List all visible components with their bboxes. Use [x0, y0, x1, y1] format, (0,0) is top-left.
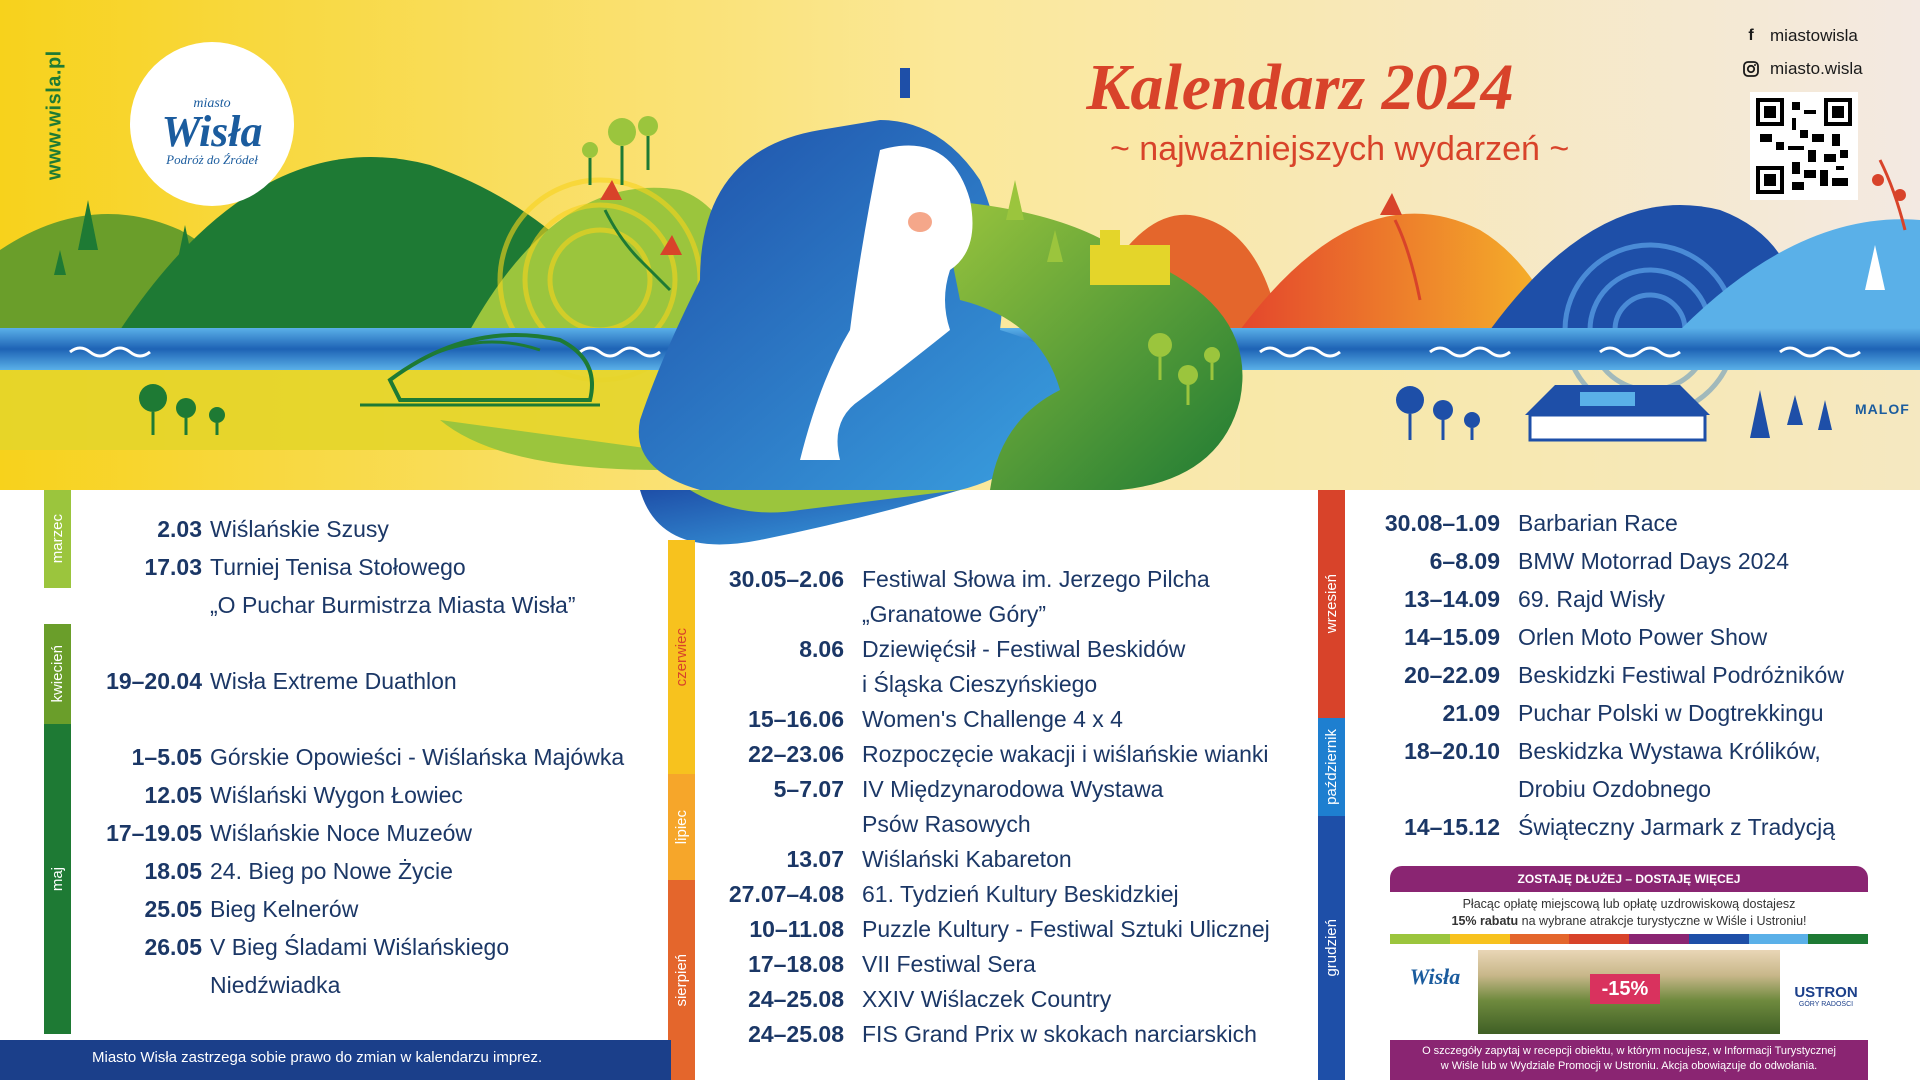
month-label-july: lipiec — [672, 809, 690, 845]
month-label-april: kwiecień — [48, 645, 66, 703]
event-row: „O Puchar Burmistrza Miasta Wisła” — [210, 592, 576, 618]
ustron-logo-text: USTRON — [1794, 984, 1858, 1001]
event-row: 18.05 24. Bieg po Nowe Życie — [144, 858, 453, 884]
event-row: 17–18.08 VII Festiwal Sera — [748, 951, 1036, 977]
event-row: 10–11.08 Puzzle Kultury - Festiwal Sztuki Ulicznej — [749, 916, 1270, 942]
promo-discount-bold: 15% rabatu — [1451, 914, 1519, 928]
promo-wisla-logo: Wisła — [1409, 964, 1461, 989]
event-row: 24–25.08 FIS Grand Prix w skokach narciarskich — [748, 1021, 1257, 1047]
promo-ustron-logo — [1784, 984, 1868, 1008]
ustron-logo-tag: GÓRY RADOŚCI — [1798, 1001, 1854, 1008]
designer-mark: MALOF — [1855, 401, 1910, 417]
promo-color-strip — [1390, 934, 1868, 944]
event-row: 24–25.08 XXIV Wiślaczek Country — [748, 986, 1112, 1012]
event-row: 17.03 Turniej Tenisa Stołowego — [144, 554, 466, 580]
page-subtitle: ~ najważniejszych wydarzeń ~ — [1110, 130, 1570, 168]
instagram-icon — [1742, 60, 1760, 78]
event-row: 14–15.09 Orlen Moto Power Show — [1404, 624, 1768, 650]
event-row: 14–15.12 Świąteczny Jarmark z Tradycją — [1404, 814, 1835, 840]
event-row: 26.05 V Bieg Śladami Wiślańskiego — [144, 934, 510, 960]
event-row: 21.09 Puchar Polski w Dogtrekkingu — [1442, 700, 1824, 726]
event-row: 15–16.06 Women's Challenge 4 x 4 — [748, 706, 1123, 732]
instagram-link[interactable] — [1742, 59, 1863, 79]
event-row: 8.06 Dziewięćsił - Festiwal Beskidów — [799, 636, 1186, 662]
promo-discount-badge: -15% — [1590, 974, 1660, 1004]
promo-line-2-rest: na wybrane atrakcje turystyczne w Wiśle i Ustroniu! — [1518, 914, 1807, 928]
month-label-june: czerwiec — [672, 627, 690, 687]
event-row: 18–20.10 Beskidzka Wystawa Królików, — [1404, 738, 1821, 764]
event-row: „Granatowe Góry” — [862, 601, 1047, 627]
event-row: 5–7.07 IV Międzynarodowa Wystawa — [773, 776, 1164, 802]
month-label-december: grudzień — [1322, 919, 1340, 977]
promo-footer-line-1: O szczegóły zapytaj w recepcji obiektu, w którym nocujesz, w Informacji Turystycznej — [1422, 1045, 1836, 1057]
event-row: 25.05 Bieg Kelnerów — [144, 896, 359, 922]
promo-image-area — [1390, 944, 1868, 1040]
event-row: Niedźwiadka — [210, 972, 341, 998]
event-row: 30.08–1.09 Barbarian Race — [1384, 510, 1678, 536]
event-row: Drobiu Ozdobnego — [1518, 776, 1712, 802]
event-row: Psów Rasowych — [862, 811, 1031, 837]
site-url[interactable]: www.wisla.pl — [43, 50, 66, 180]
qr-code[interactable] — [1750, 92, 1858, 200]
month-label-august: sierpień — [672, 953, 690, 1007]
logo-small-text: miasto — [193, 96, 231, 111]
page-title: Kalendarz 2024 — [1086, 51, 1514, 124]
disclaimer-text: Miasto Wisła zastrzega sobie prawo do zmian w kalendarzu imprez. — [92, 1049, 543, 1066]
event-row: 12.05 Wiślański Wygon Łowiec — [144, 782, 463, 808]
event-row: 27.07–4.08 61. Tydzień Kultury Beskidzkiej — [728, 881, 1179, 907]
month-label-october: październik — [1322, 729, 1340, 805]
month-label-march: marzec — [48, 514, 66, 564]
event-row: i Śląska Cieszyńskiego — [862, 671, 1098, 697]
promo-card[interactable] — [1390, 866, 1868, 1080]
facebook-icon: f — [1748, 27, 1754, 44]
instagram-handle: miasto.wisla — [1770, 59, 1863, 78]
event-row: 6–8.09 BMW Motorrad Days 2024 — [1429, 548, 1789, 574]
event-row: 2.03 Wiślańskie Szusy — [157, 516, 389, 542]
month-label-september: wrzesień — [1322, 574, 1340, 634]
event-row: 30.05–2.06 Festiwal Słowa im. Jerzego Pilcha — [728, 566, 1210, 592]
promo-line-2 — [1390, 913, 1868, 930]
promo-headline: ZOSTAJĘ DŁUŻEJ – DOSTAJĘ WIĘCEJ — [1517, 872, 1741, 886]
promo-footer — [1390, 1044, 1868, 1074]
logo-tagline: Podróż do Źródeł — [166, 152, 258, 167]
logo-main-text: Wisła — [161, 107, 263, 156]
event-row: 17–19.05 Wiślańskie Noce Muzeów — [106, 820, 473, 846]
promo-line-1: Płacąc opłatę miejscową lub opłatę uzdrowiskową dostajesz — [1462, 897, 1796, 911]
month-label-may: maj — [48, 866, 66, 892]
event-row: 19–20.04 Wisła Extreme Duathlon — [106, 668, 457, 694]
promo-footer-line-2: w Wiśle lub w Wydziale Promocji w Ustroniu. Akcja obowiązuje do odwołania. — [1440, 1060, 1818, 1072]
event-row: 13.07 Wiślański Kabareton — [786, 846, 1072, 872]
facebook-handle: miastowisla — [1770, 26, 1858, 45]
promo-body — [1390, 892, 1868, 934]
facebook-link[interactable] — [1742, 26, 1858, 46]
event-row: 22–23.06 Rozpoczęcie wakacji i wiślańskie wianki — [748, 741, 1269, 767]
city-logo — [130, 42, 294, 206]
event-row: 1–5.05 Górskie Opowieści - Wiślańska Majówka — [131, 744, 625, 770]
event-row: 13–14.09 69. Rajd Wisły — [1404, 586, 1665, 612]
event-row: 20–22.09 Beskidzki Festiwal Podróżników — [1404, 662, 1844, 688]
